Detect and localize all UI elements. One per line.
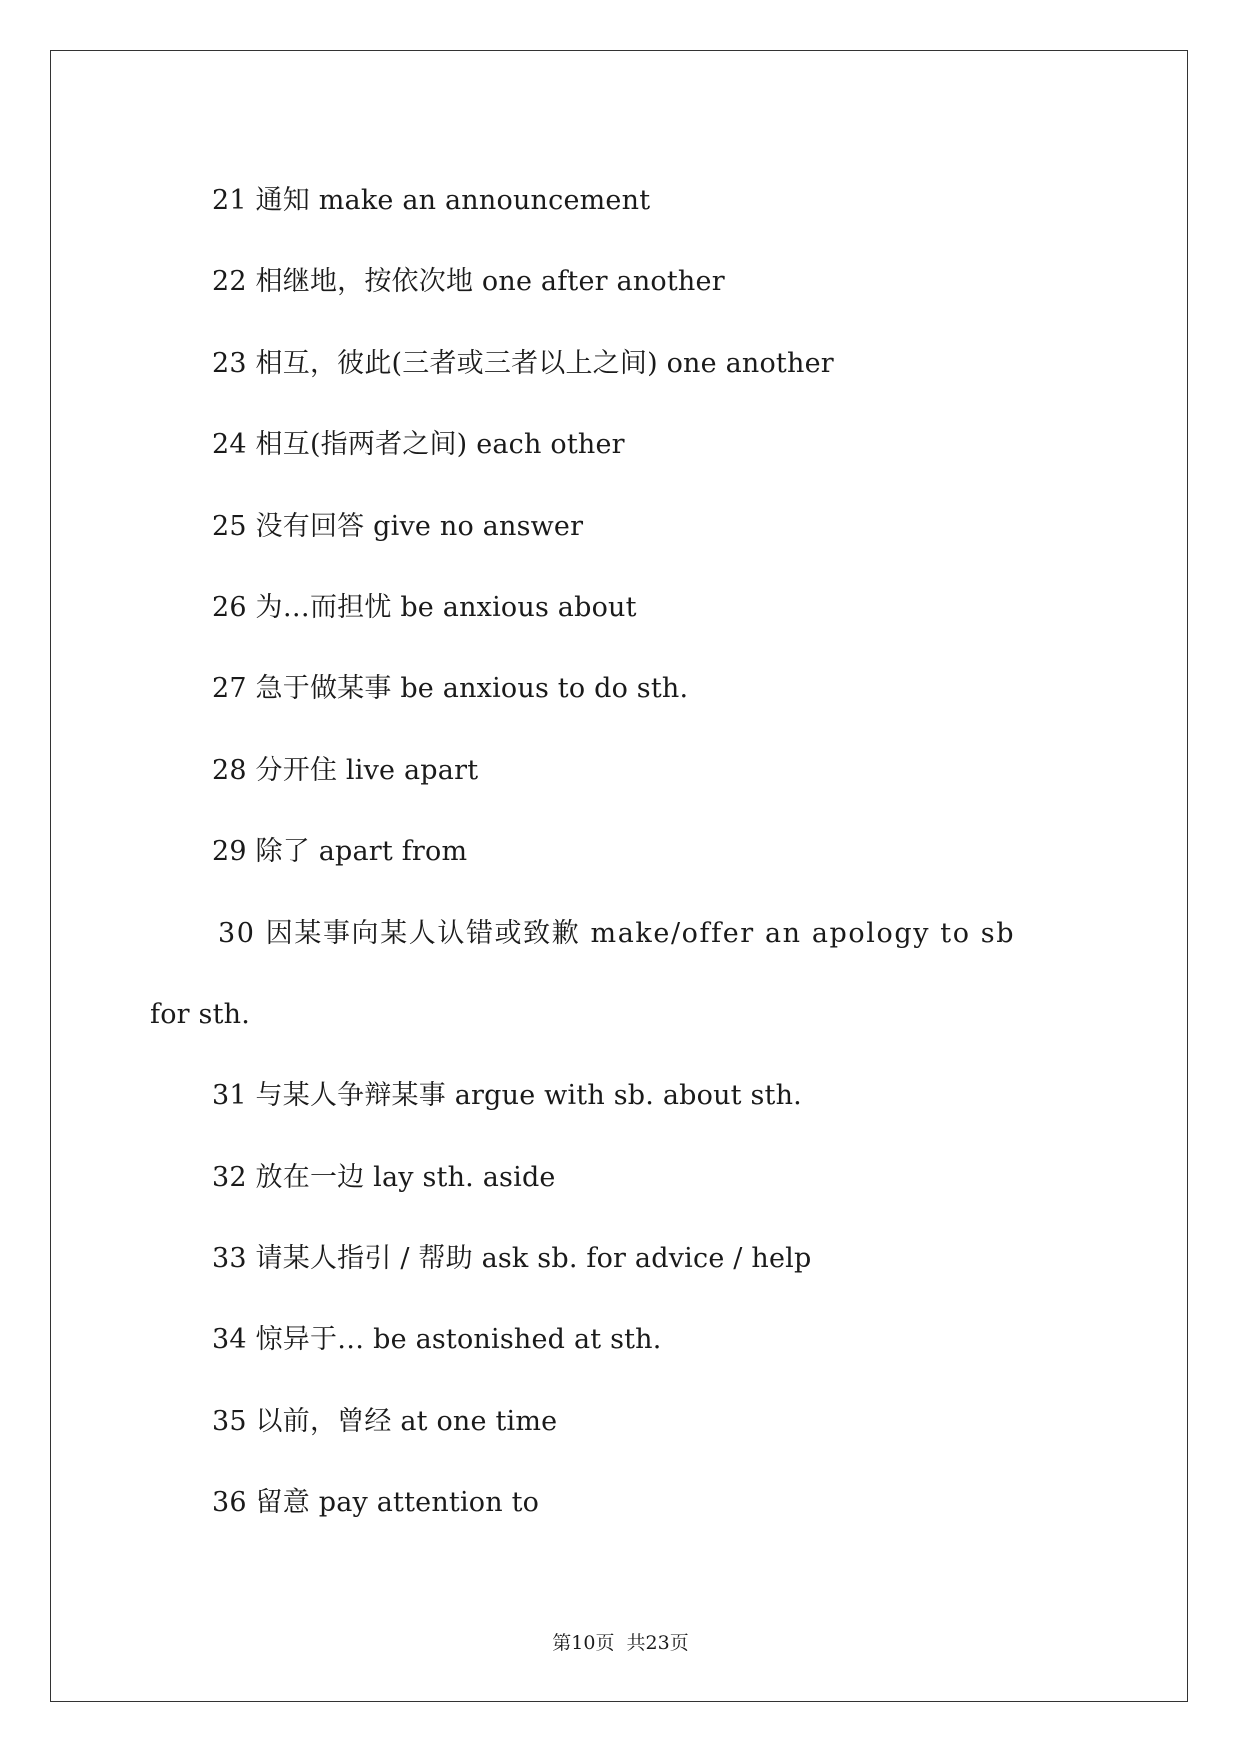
vocab-entry-31: 31 与某人争辩某事 argue with sb. about sth. — [212, 1080, 802, 1112]
vocab-entry-34: 34 惊异于… be astonished at sth. — [212, 1324, 662, 1356]
vocab-entry-29: 29 除了 apart from — [212, 836, 468, 868]
vocab-entry-24: 24 相互(指两者之间) each other — [212, 429, 625, 461]
vocab-entry-30-continued: for sth. — [150, 998, 251, 1030]
vocab-entry-36: 36 留意 pay attention to — [212, 1487, 540, 1519]
vocab-entry-27: 27 急于做某事 be anxious to do sth. — [212, 673, 689, 705]
total-pages-label: 共23页 — [626, 1632, 689, 1654]
vocab-entry-35: 35 以前，曾经 at one time — [212, 1405, 558, 1437]
vocab-entry-28: 28 分开住 live apart — [212, 754, 479, 786]
vocab-entry-23: 23 相互，彼此(三者或三者以上之间) one another — [212, 347, 834, 379]
vocab-entry-25: 25 没有回答 give no answer — [212, 510, 584, 542]
vocab-entry-22: 22 相继地，按依次地 one after another — [212, 266, 725, 298]
vocab-entry-26: 26 为…而担忧 be anxious about — [212, 591, 637, 623]
document-body — [150, 160, 1100, 1544]
vocab-entry-21: 21 通知 make an announcement — [212, 185, 651, 216]
vocab-entry-33: 33 请某人指引 / 帮助 ask sb. for advice / help — [212, 1243, 812, 1275]
current-page-label: 第10页 — [552, 1632, 615, 1654]
page-footer — [0, 1628, 1241, 1655]
vocab-entry-30: 30 因某事向某人认错或致歉 make/offer an apology to sb — [218, 917, 1016, 949]
vocab-entry-32: 32 放在一边 lay sth. aside — [212, 1161, 556, 1193]
